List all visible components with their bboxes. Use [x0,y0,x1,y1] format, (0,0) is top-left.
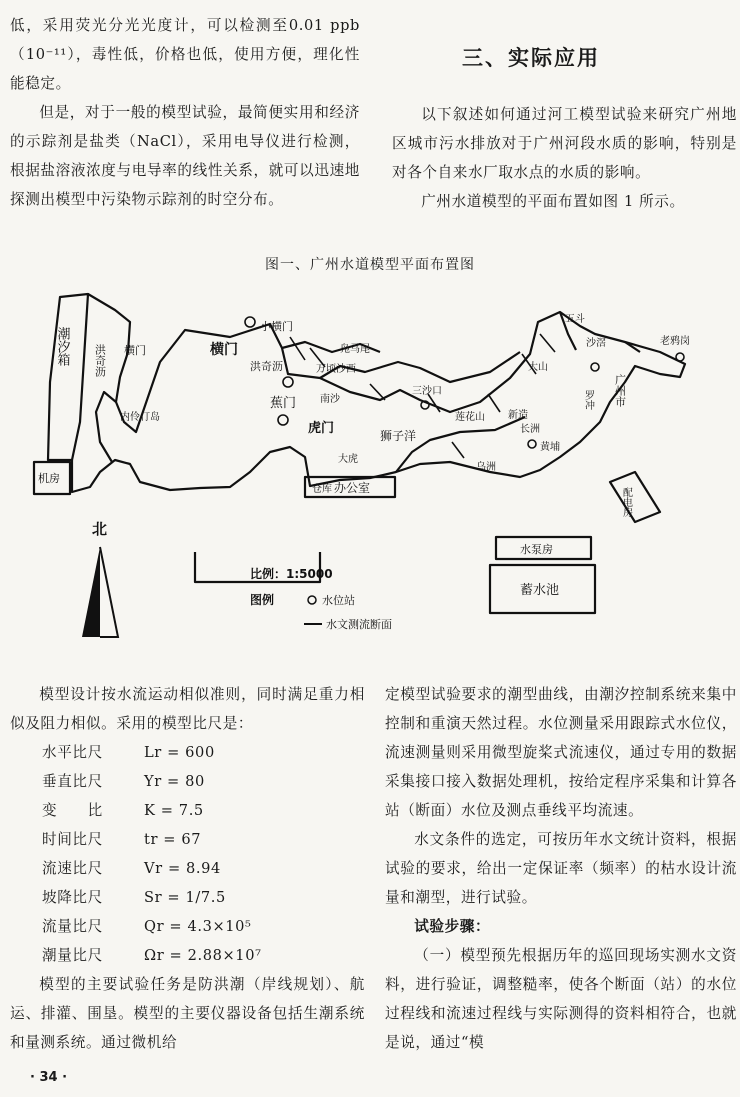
map-label: 南沙 [320,394,340,405]
scale-row [10,738,365,767]
map-label: 大山 [528,362,548,373]
legend-section: 水文测流断面 [326,618,392,631]
map-label: 机房 [38,472,60,485]
map-label: 莲花山 [455,412,485,423]
map-label: 新造 [508,410,528,421]
map-label: 洪奇沥 [93,344,107,377]
station-marker [676,353,684,361]
page-number: · 34 · [30,1070,68,1085]
legend-title: 图例 [250,593,275,607]
map-label: 乌洲 [476,462,496,473]
scale-value: tr = 67 [144,831,202,848]
paragraph: 广州水道模型的平面布置如图 1 所示。 [421,193,685,210]
legend-station: 水位站 [322,594,355,607]
bottom-right-column [385,680,737,1057]
section-line [290,337,305,360]
coastline [96,392,116,462]
legend-station-icon [308,596,316,604]
scale-name: 坡降比尺 [42,889,103,906]
north-arrow [82,547,118,637]
station-marker [591,363,599,371]
map-label: 配电房 [620,487,632,517]
steps-title: 试验步骤： [414,918,491,935]
scale-value: Sr = 1/7.5 [144,889,226,906]
north-label: 北 [92,520,108,538]
map-label: 长洲 [520,424,540,435]
map-label: 办公室 [334,481,371,495]
scale-name: 流量比尺 [42,918,103,935]
map-scale: 比例：1:5000 [250,567,333,581]
paragraph: 水文条件的选定，可按历年水文统计资料，根据试验的要求，给出一定保证率（频率）的枯水设计流量和潮型，进行试验。 [385,831,737,906]
map-label: 沙滘 [586,338,606,349]
scale-name: 时间比尺 [42,831,103,848]
scale-row [10,767,365,796]
scale-row [10,796,365,825]
scale-name: 潮量比尺 [42,947,103,964]
scale-value: Ωr = 2.88×10⁷ [144,947,262,964]
paragraph: （一）模型预先根据历年的巡回现场实测水文资料，进行验证，调整糙率，使各个断面（站）的水位过程线和流速过程线与实际测得的资料相符合，也就是说，通过“模 [385,947,737,1051]
map-label: 三沙口 [412,386,442,397]
paragraph: 定模型试验要求的潮型曲线，由潮汐控制系统来集中控制和重演天然过程。水位测量采用跟踪式水位仪，流速测量则采用微型旋桨式流速仪，通过专用的数据采集接口接入数据处理机，按给定程序采集和计算各站（断面）水位及测点垂线平均流速。 [385,686,737,819]
figure-caption: 图一、广州水道模型平面布置图 [265,257,475,273]
map-label: 万顷沙西 [316,364,356,375]
section-heading: 三、实际应用 [462,46,600,70]
paragraph: 以下叙述如何通过河工模型试验来研究广州地区城市污水排放对于广州河段水质的影响，特别是对各个自来水厂取水点的水质的影响。 [392,106,737,181]
map-label: 洪奇沥 [250,360,283,373]
paragraph: 但是，对于一般的模型试验，最简便实用和经济的示踪剂是盐类（NaCl），采用电导仪进行检测，根据盐溶液浓度与电导率的线性关系，就可以迅速地探测出模型中污染物示踪剂的时空分布。 [10,104,360,208]
scale-value: Lr = 600 [144,744,215,761]
scale-value: Vr = 8.94 [144,860,221,877]
scale-value: K = 7.5 [144,802,204,819]
model-layout-map [20,282,725,662]
scale-row [10,912,365,941]
scale-list [10,738,365,970]
top-right-column [392,100,737,216]
map-label: 仓库 [312,484,332,495]
scale-name: 流速比尺 [42,860,103,877]
map-label: 老鸦岗 [660,336,690,347]
map-label: 横门 [210,342,238,358]
section-line [488,394,500,412]
scale-row [10,883,365,912]
scale-row [10,825,365,854]
map-label: 水泵房 [520,543,553,556]
map-label: 潮汐箱 [54,327,70,366]
map-label: 黄埔 [540,442,560,453]
map-label: 横门 [124,344,146,357]
map-label: 内伶仃岛 [120,412,160,423]
map-label: 罗冲 [582,390,594,410]
bottom-left-column [10,680,365,1057]
top-left-column [10,11,360,214]
scale-value: Yr = 80 [144,773,205,790]
section-line [452,442,464,458]
station-marker [283,377,293,387]
map-label: 小横门 [260,320,293,333]
station-marker [278,415,288,425]
scale-name: 变 比 [42,802,103,819]
scale-row [10,941,365,970]
map-label: 蕉门 [270,396,297,411]
map-label: 虎门 [308,421,335,436]
scale-name: 垂直比尺 [42,773,103,790]
map-label: 蓄水池 [520,583,560,598]
station-marker [245,317,255,327]
pump-room-outline [610,472,660,522]
map-label: 广州市 [613,374,627,407]
map-label: 凫马尾 [340,344,370,355]
paragraph: 低，采用荧光分光光度计，可以检测至0.01 ppb（10⁻¹¹），毒性低，价格也低，使用方便，理化性能稳定。 [10,17,360,92]
section-line [540,334,555,352]
scale-row [10,854,365,883]
map-label: 狮子洋 [380,429,417,443]
scale-name: 水平比尺 [42,744,103,761]
tidal-box-outline [48,294,88,460]
paragraph: 模型设计按水流运动相似准则，同时满足重力相似及阻力相似。采用的模型比尺是： [10,686,365,732]
paragraph: 模型的主要试验任务是防洪潮（岸线规划）、航运、排灌、围垦。模型的主要仪器设备包括生潮系统和量测系统。通过微机给 [10,976,365,1051]
scale-value: Qr = 4.3×10⁵ [144,918,252,935]
map-label: 大虎 [338,454,358,465]
map-label: 五斗 [565,314,585,325]
station-marker [528,440,536,448]
